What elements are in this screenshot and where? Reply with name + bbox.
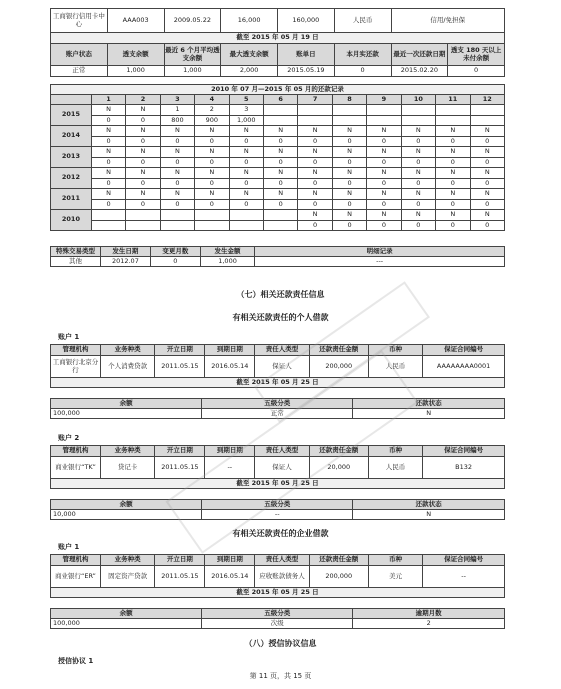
p2-sub-table — [50, 499, 505, 520]
history-amount-cell: 0 — [91, 199, 125, 210]
card-value: 2015.02.20 — [391, 66, 448, 77]
loan-header: 开立日期 — [155, 446, 205, 457]
history-status-cell — [298, 105, 332, 116]
card-header: 账户状态 — [51, 44, 108, 66]
history-status-cell: N — [195, 168, 229, 179]
history-status-cell: N — [126, 105, 160, 116]
history-amount-cell — [298, 115, 332, 126]
history-amount-cell: 0 — [298, 199, 332, 210]
history-status-cell: N — [195, 189, 229, 200]
history-status-cell — [470, 105, 505, 116]
history-amount-cell: 0 — [160, 178, 194, 189]
history-amount-cell: 800 — [160, 115, 194, 126]
history-status-cell: N — [332, 210, 366, 221]
history-amount-cell: 0 — [367, 178, 401, 189]
p2-account-label: 账户 2 — [58, 434, 80, 442]
history-status-cell: N — [367, 147, 401, 158]
sub-value: N — [353, 409, 505, 419]
sub-value: 2 — [353, 619, 505, 629]
loan-header: 开立日期 — [155, 555, 205, 566]
loan-header: 管理机构 — [51, 555, 101, 566]
history-status-cell: N — [436, 147, 470, 158]
history-amount-cell: 0 — [332, 136, 366, 147]
p2-asof: 截至 2015 年 05 月 25 日 — [51, 479, 505, 489]
history-status-cell: N — [263, 168, 297, 179]
special-value: 其他 — [51, 257, 101, 267]
loan-cell: 固定资产贷款 — [100, 566, 154, 588]
history-amount-cell: 0 — [126, 178, 160, 189]
history-status-cell: N — [195, 147, 229, 158]
history-amount-cell — [91, 220, 125, 231]
history-status-cell: N — [160, 126, 194, 137]
card-value: 0 — [448, 66, 505, 77]
history-status-cell: N — [91, 189, 125, 200]
history-amount-cell: 0 — [160, 157, 194, 168]
loan-cell: -- — [205, 457, 255, 479]
history-amount-cell: 0 — [436, 136, 470, 147]
sub-header: 余额 — [51, 500, 202, 510]
history-status-cell: 1 — [160, 105, 194, 116]
history-status-cell — [367, 105, 401, 116]
card-header: 最大透支余额 — [221, 44, 278, 66]
month-header: 6 — [263, 95, 297, 105]
loan-cell: 2011.05.15 — [155, 566, 205, 588]
history-status-cell — [332, 105, 366, 116]
special-transaction-table — [50, 246, 505, 267]
card-header: 账单日 — [278, 44, 335, 66]
month-header: 12 — [470, 95, 505, 105]
history-amount-cell: 0 — [126, 199, 160, 210]
history-amount-cell: 0 — [126, 115, 160, 126]
history-amount-cell: 0 — [367, 220, 401, 231]
loan-header: 保证合同编号 — [423, 555, 505, 566]
history-amount-cell — [229, 220, 263, 231]
history-amount-cell: 0 — [401, 199, 435, 210]
sub-value: 100,000 — [51, 409, 202, 419]
credit-agreement-label: 授信协议 1 — [58, 657, 94, 665]
history-status-cell: N — [401, 168, 435, 179]
history-status-cell: N — [367, 210, 401, 221]
history-status-cell: 2 — [195, 105, 229, 116]
page-footer: 第 11 页，共 15 页 — [249, 672, 312, 680]
history-amount-cell: 0 — [401, 157, 435, 168]
loan-header: 到期日期 — [205, 345, 255, 356]
history-amount-cell — [160, 220, 194, 231]
card-value: 正常 — [51, 66, 108, 77]
history-status-cell: N — [401, 147, 435, 158]
history-status-cell: N — [298, 147, 332, 158]
history-status-cell: N — [436, 168, 470, 179]
loan-header: 责任人类型 — [255, 555, 309, 566]
history-amount-cell: 0 — [332, 220, 366, 231]
history-status-cell: N — [229, 147, 263, 158]
history-amount-cell: 0 — [263, 157, 297, 168]
history-status-cell — [229, 210, 263, 221]
card-asof: 截至 2015 年 05 月 19 日 — [51, 33, 505, 44]
loan-cell: -- — [423, 566, 505, 588]
history-status-cell: N — [263, 189, 297, 200]
history-amount-cell: 0 — [470, 199, 505, 210]
history-amount-cell: 0 — [195, 136, 229, 147]
history-status-cell: N — [298, 189, 332, 200]
month-header: 7 — [298, 95, 332, 105]
history-amount-cell: 0 — [470, 178, 505, 189]
loan-header: 业务种类 — [100, 555, 154, 566]
loan-cell: 个人消费贷款 — [100, 356, 154, 378]
history-amount-cell: 0 — [195, 157, 229, 168]
history-status-cell: N — [470, 126, 505, 137]
special-header: 特殊交易类型 — [51, 247, 101, 257]
loan-header: 管理机构 — [51, 345, 101, 356]
history-amount-cell: 0 — [91, 157, 125, 168]
loan-cell: 商业银行“ER” — [51, 566, 101, 588]
history-amount-cell: 0 — [229, 199, 263, 210]
sub-header: 余额 — [51, 609, 202, 619]
history-amount-cell: 0 — [332, 157, 366, 168]
month-header: 8 — [332, 95, 366, 105]
history-status-cell: 3 — [229, 105, 263, 116]
card-header: 最近 6 个月平均透支余额 — [164, 44, 221, 66]
loan-header: 币种 — [368, 555, 422, 566]
special-header: 明细记录 — [255, 247, 505, 257]
history-amount-cell: 1,000 — [229, 115, 263, 126]
history-amount-cell: 0 — [91, 136, 125, 147]
loan-cell: 保证人 — [255, 356, 309, 378]
history-amount-cell: 0 — [332, 199, 366, 210]
history-status-cell: N — [401, 126, 435, 137]
sub-value: 正常 — [202, 409, 353, 419]
history-amount-cell: 0 — [436, 199, 470, 210]
history-amount-cell — [401, 115, 435, 126]
history-amount-cell: 0 — [229, 157, 263, 168]
loan-cell: 人民币 — [368, 356, 422, 378]
sub-header: 还款状态 — [353, 399, 505, 409]
month-header: 4 — [195, 95, 229, 105]
history-amount-cell: 0 — [470, 157, 505, 168]
history-amount-cell: 0 — [401, 136, 435, 147]
e1-loan-table — [50, 554, 505, 598]
sub-value: 次级 — [202, 619, 353, 629]
sub-value: -- — [202, 510, 353, 520]
p1-account-label: 账户 1 — [58, 333, 80, 341]
history-amount-cell — [367, 115, 401, 126]
e1-sub-table — [50, 608, 505, 629]
history-status-cell: N — [263, 126, 297, 137]
month-header: 1 — [91, 95, 125, 105]
loan-header: 开立日期 — [155, 345, 205, 356]
history-amount-cell: 0 — [298, 178, 332, 189]
history-status-cell: N — [91, 168, 125, 179]
history-amount-cell: 0 — [126, 157, 160, 168]
p1-sub-table — [50, 398, 505, 419]
history-year: 2011 — [51, 189, 92, 210]
history-year: 2013 — [51, 147, 92, 168]
history-amount-cell: 0 — [298, 136, 332, 147]
history-status-cell: N — [126, 126, 160, 137]
history-amount-cell: 0 — [401, 220, 435, 231]
card-limit: 16,000 — [221, 9, 278, 33]
history-amount-cell: 0 — [367, 157, 401, 168]
history-status-cell: N — [91, 147, 125, 158]
history-status-cell: N — [160, 189, 194, 200]
history-status-cell — [91, 210, 125, 221]
month-header: 2 — [126, 95, 160, 105]
card-value: 2015.05.19 — [278, 66, 335, 77]
history-amount-cell — [436, 115, 470, 126]
history-status-cell — [263, 210, 297, 221]
card-value: 2,000 — [221, 66, 278, 77]
card-header: 透支余额 — [107, 44, 164, 66]
history-amount-cell: 0 — [436, 220, 470, 231]
history-status-cell: N — [367, 189, 401, 200]
loan-cell: 贷记卡 — [100, 457, 154, 479]
card-header: 透支 180 天以上未付余额 — [448, 44, 505, 66]
history-amount-cell — [332, 115, 366, 126]
history-status-cell: N — [126, 168, 160, 179]
history-amount-cell: 0 — [160, 136, 194, 147]
card-header: 最近一次还款日期 — [391, 44, 448, 66]
loan-header: 保证合同编号 — [423, 345, 505, 356]
loan-cell: 商业银行“TK” — [51, 457, 101, 479]
card-shared-limit: 160,000 — [278, 9, 335, 33]
loan-header: 保证合同编号 — [423, 446, 505, 457]
special-value: 1,000 — [200, 257, 254, 267]
section8-title: （八）授信协议信息 — [244, 639, 317, 648]
history-status-cell: N — [195, 126, 229, 137]
loan-cell: B132 — [423, 457, 505, 479]
card-value: 1,000 — [107, 66, 164, 77]
month-header: 10 — [401, 95, 435, 105]
loan-header: 币种 — [368, 345, 422, 356]
history-year: 2010 — [51, 210, 92, 231]
history-status-cell: N — [91, 126, 125, 137]
card-open-date: 2009.05.22 — [164, 9, 221, 33]
e1-asof: 截至 2015 年 05 月 25 日 — [51, 588, 505, 598]
loan-cell: 应收账款债务人 — [255, 566, 309, 588]
history-status-cell: N — [263, 147, 297, 158]
special-header: 变更月数 — [150, 247, 200, 257]
history-status-cell: N — [332, 147, 366, 158]
loan-cell: 人民币 — [368, 457, 422, 479]
sub-value: 100,000 — [51, 619, 202, 629]
section7-title: （七）相关还款责任信息 — [236, 290, 325, 299]
history-amount-cell: 0 — [436, 178, 470, 189]
enterprise-loans-title: 有相关还款责任的企业借款 — [232, 529, 329, 538]
history-amount-cell: 0 — [298, 220, 332, 231]
history-status-cell: N — [160, 147, 194, 158]
loan-cell: 2011.05.15 — [155, 457, 205, 479]
p1-asof: 截至 2015 年 05 月 25 日 — [51, 378, 505, 388]
repayment-history-table — [50, 84, 505, 231]
history-status-cell — [160, 210, 194, 221]
special-header: 发生金额 — [200, 247, 254, 257]
month-header: 5 — [229, 95, 263, 105]
loan-header: 业务种类 — [100, 345, 154, 356]
loan-header: 还款责任金额 — [309, 345, 368, 356]
sub-header: 五级分类 — [202, 500, 353, 510]
loan-cell: 2011.05.15 — [155, 356, 205, 378]
history-status-cell: N — [332, 168, 366, 179]
loan-cell: 200,000 — [309, 566, 368, 588]
history-status-cell: N — [298, 210, 332, 221]
loan-header: 管理机构 — [51, 446, 101, 457]
history-status-cell: N — [160, 168, 194, 179]
special-value: 0 — [150, 257, 200, 267]
history-status-cell: N — [229, 126, 263, 137]
loan-header: 到期日期 — [205, 446, 255, 457]
history-amount-cell — [126, 220, 160, 231]
sub-header: 余额 — [51, 399, 202, 409]
history-year: 2012 — [51, 168, 92, 189]
history-amount-cell: 0 — [126, 136, 160, 147]
history-status-cell: N — [436, 210, 470, 221]
history-amount-cell: 0 — [263, 178, 297, 189]
loan-cell: 工商银行北京分行 — [51, 356, 101, 378]
special-header: 发生日期 — [100, 247, 150, 257]
loan-header: 币种 — [368, 446, 422, 457]
loan-header: 还款责任金额 — [309, 446, 368, 457]
history-status-cell: N — [298, 168, 332, 179]
loan-cell: 20,000 — [309, 457, 368, 479]
p2-loan-table — [50, 445, 505, 489]
month-header: 3 — [160, 95, 194, 105]
sub-header: 五级分类 — [202, 609, 353, 619]
sub-value: 10,000 — [51, 510, 202, 520]
history-title: 2010 年 07 月—2015 年 05 月的还款记录 — [51, 85, 505, 95]
month-header: 9 — [367, 95, 401, 105]
card-guarantee: 信用/免担保 — [391, 9, 505, 33]
history-amount-cell: 0 — [470, 220, 505, 231]
history-amount-cell: 900 — [195, 115, 229, 126]
history-amount-cell: 0 — [367, 199, 401, 210]
history-amount-cell — [263, 220, 297, 231]
history-year: 2014 — [51, 126, 92, 147]
special-value: 2012.07 — [100, 257, 150, 267]
history-amount-cell: 0 — [436, 157, 470, 168]
history-status-cell: N — [401, 210, 435, 221]
history-status-cell: N — [126, 147, 160, 158]
history-amount-cell: 0 — [332, 178, 366, 189]
loan-cell: 2016.05.14 — [205, 356, 255, 378]
card-account-no: AAA003 — [107, 9, 164, 33]
history-amount-cell: 0 — [298, 157, 332, 168]
credit-card-table — [50, 8, 505, 77]
history-status-cell: N — [229, 189, 263, 200]
history-status-cell: N — [401, 189, 435, 200]
history-status-cell: N — [332, 189, 366, 200]
history-status-cell: N — [229, 168, 263, 179]
card-value: 0 — [334, 66, 391, 77]
loan-cell: 保证人 — [255, 457, 309, 479]
history-status-cell: N — [470, 168, 505, 179]
history-amount-cell: 0 — [229, 178, 263, 189]
history-amount-cell: 0 — [401, 178, 435, 189]
history-amount-cell — [470, 115, 505, 126]
loan-cell: 2016.05.14 — [205, 566, 255, 588]
history-status-cell — [195, 210, 229, 221]
history-amount-cell: 0 — [160, 199, 194, 210]
loan-cell: 200,000 — [309, 356, 368, 378]
sub-header: 还款状态 — [353, 500, 505, 510]
loan-cell: AAAAAAAA0001 — [423, 356, 505, 378]
personal-loans-title: 有相关还款责任的个人借款 — [232, 313, 329, 322]
history-amount-cell: 0 — [91, 115, 125, 126]
loan-header: 到期日期 — [205, 555, 255, 566]
sub-header: 五级分类 — [202, 399, 353, 409]
history-status-cell: N — [470, 210, 505, 221]
sub-header: 逾期月数 — [353, 609, 505, 619]
sub-value: N — [353, 510, 505, 520]
card-value: 1,000 — [164, 66, 221, 77]
card-header: 本月实还款 — [334, 44, 391, 66]
card-org: 工商银行信用卡中心 — [51, 9, 108, 33]
history-status-cell — [263, 105, 297, 116]
history-amount-cell: 0 — [195, 199, 229, 210]
history-status-cell: N — [436, 126, 470, 137]
history-status-cell: N — [367, 168, 401, 179]
month-header: 11 — [436, 95, 470, 105]
e1-account-label: 账户 1 — [58, 543, 80, 551]
loan-header: 责任人类型 — [255, 345, 309, 356]
history-amount-cell: 0 — [263, 199, 297, 210]
history-amount-cell: 0 — [470, 136, 505, 147]
history-status-cell: N — [332, 126, 366, 137]
p1-loan-table — [50, 344, 505, 388]
history-amount-cell: 0 — [367, 136, 401, 147]
history-corner — [51, 95, 92, 105]
history-status-cell: N — [91, 105, 125, 116]
loan-header: 还款责任金额 — [309, 555, 368, 566]
history-status-cell — [436, 105, 470, 116]
history-status-cell: N — [298, 126, 332, 137]
history-status-cell: N — [126, 189, 160, 200]
history-status-cell — [126, 210, 160, 221]
history-amount-cell — [263, 115, 297, 126]
history-year: 2015 — [51, 105, 92, 126]
card-currency: 人民币 — [334, 9, 391, 33]
history-amount-cell: 0 — [195, 178, 229, 189]
history-amount-cell: 0 — [229, 136, 263, 147]
history-status-cell: N — [470, 189, 505, 200]
special-value: --- — [255, 257, 505, 267]
history-status-cell — [401, 105, 435, 116]
history-status-cell: N — [367, 126, 401, 137]
history-amount-cell — [195, 220, 229, 231]
history-status-cell: N — [436, 189, 470, 200]
history-status-cell: N — [470, 147, 505, 158]
loan-cell: 美元 — [368, 566, 422, 588]
history-amount-cell: 0 — [91, 178, 125, 189]
loan-header: 业务种类 — [100, 446, 154, 457]
history-amount-cell: 0 — [263, 136, 297, 147]
loan-header: 责任人类型 — [255, 446, 309, 457]
